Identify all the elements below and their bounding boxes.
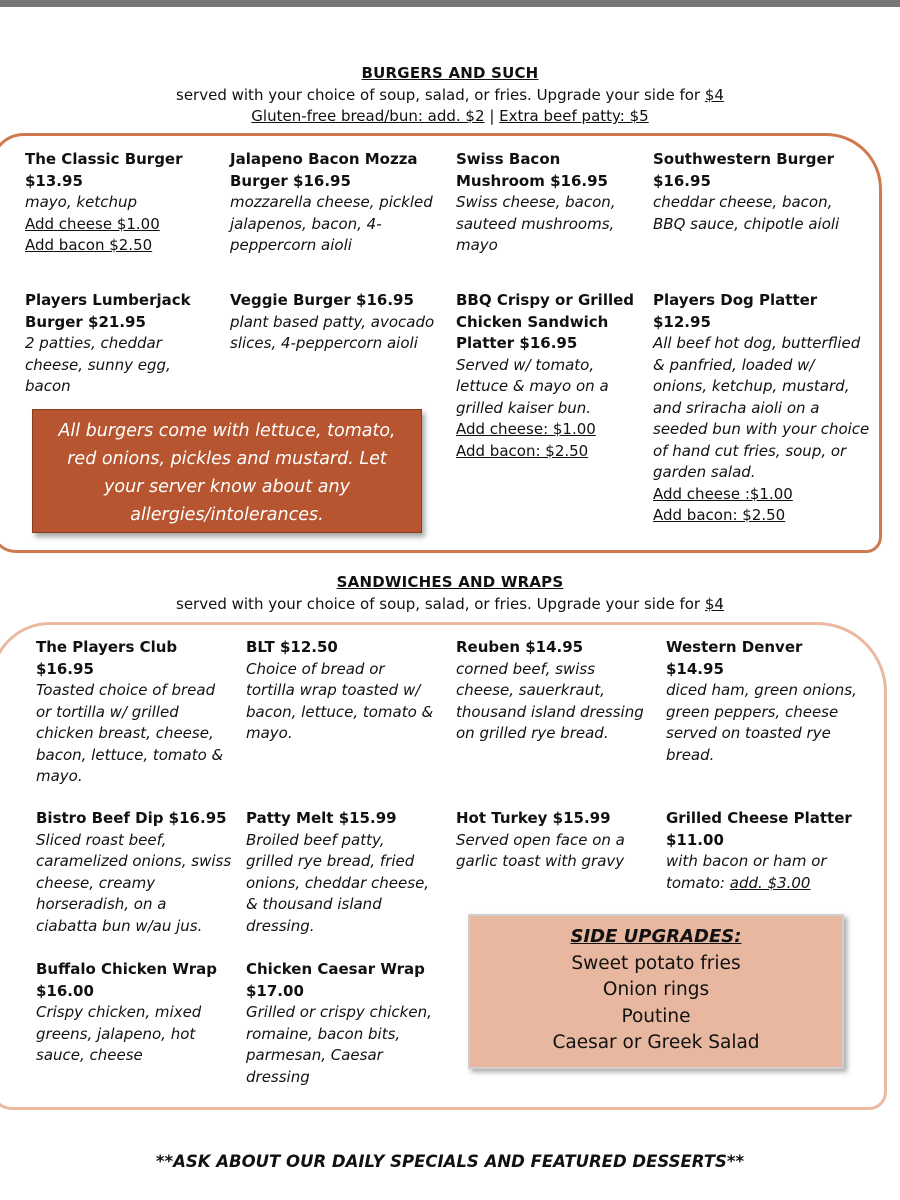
side-upgrade-item: Caesar or Greek Salad: [552, 1032, 760, 1053]
menu-item-reuben: [456, 637, 661, 745]
item-desc-line: diced ham, green onions,: [666, 681, 857, 699]
side-upgrade-item: Poutine: [621, 1005, 691, 1027]
item-desc-line: green peppers, cheese: [666, 702, 839, 721]
item-name: The Players Club: [36, 638, 178, 656]
item-desc-line: dressing: [246, 1067, 310, 1086]
item-desc-line: onions, ketchup, mustard,: [653, 377, 850, 395]
extras-separator: |: [489, 107, 495, 125]
item-desc-text: tomato:: [666, 873, 730, 892]
note-line: allergies/intolerances.: [130, 505, 324, 525]
item-desc-line: parmesan, Caesar: [246, 1046, 383, 1064]
add-topping-price: add. $3.00: [729, 873, 811, 892]
item-desc-line: [666, 873, 876, 895]
add-cheese-option: Add cheese $1.00: [25, 214, 160, 233]
add-cheese-option: Add cheese: $1.00: [456, 420, 596, 438]
item-price: $16.95: [653, 171, 711, 190]
item-desc-line: All beef hot dog, butterflied: [653, 334, 861, 352]
item-price: Burger $21.95: [25, 312, 146, 331]
item-name: Western Denver: [666, 638, 803, 656]
item-price: Platter $16.95: [456, 334, 578, 352]
item-desc-line: bacon: [25, 377, 71, 395]
item-name: Patty Melt $15.99: [246, 809, 397, 827]
item-price: $12.95: [653, 312, 711, 331]
item-price: $16.00: [36, 981, 94, 1000]
note-line: All burgers come with lettuce, tomato,: [58, 421, 396, 441]
item-name: BBQ Crispy or Grilled: [456, 291, 635, 309]
item-desc-line: thousand island dressing: [456, 702, 644, 721]
item-desc-line: bread.: [666, 745, 715, 764]
burgers-upgrade-price: $4: [704, 86, 724, 104]
item-desc-line: with bacon or ham or: [666, 852, 827, 870]
item-desc-line: seeded bun with your choice: [653, 420, 870, 438]
menu-item-buffalo-chicken-wrap: [36, 959, 241, 1067]
specials-footer: **ASK ABOUT OUR DAILY SPECIALS AND FEATURED DESSERTS**: [155, 1152, 745, 1171]
add-bacon-option: Add bacon: $2.50: [456, 441, 589, 460]
burgers-subtitle: [0, 86, 900, 104]
item-name: Southwestern Burger: [653, 150, 835, 168]
item-name: The Classic Burger: [25, 150, 183, 168]
menu-item-patty-melt: [246, 808, 451, 937]
item-desc-line: tortilla wrap toasted w/: [246, 681, 421, 699]
item-desc: mayo, ketchup: [25, 193, 137, 211]
item-desc-line: mayo.: [246, 724, 293, 742]
item-name: Bistro Beef Dip $16.95: [36, 809, 227, 827]
side-upgrades-title: SIDE UPGRADES:: [570, 926, 742, 947]
item-price: $17.00: [246, 981, 304, 1000]
menu-item-western-denver: [666, 637, 876, 766]
item-desc-line: BBQ sauce, chipotle aioli: [653, 214, 840, 233]
add-bacon-option: Add bacon $2.50: [25, 236, 153, 254]
side-upgrades-box: [468, 914, 844, 1069]
extra-patty-note: Extra beef patty: $5: [499, 107, 649, 125]
item-desc-line: peppercorn aioli: [230, 236, 352, 254]
item-name: Reuben $14.95: [456, 638, 584, 656]
sandwiches-upgrade-price: $4: [704, 595, 724, 613]
item-desc-line: Sliced roast beef,: [36, 830, 167, 849]
top-bar: [0, 0, 900, 7]
item-desc-line: grilled kaiser bun.: [456, 398, 592, 417]
sandwiches-subtitle-text: served with your choice of soup, salad, or fries. Upgrade your side for: [176, 595, 701, 613]
item-name: Players Lumberjack: [25, 291, 191, 309]
item-price: Mushroom $16.95: [456, 171, 608, 190]
item-desc-line: Grilled or crispy chicken,: [246, 1003, 432, 1021]
item-desc-line: cheddar cheese, bacon,: [653, 193, 833, 211]
item-desc-line: cheese, sauerkraut,: [456, 681, 605, 699]
item-desc-line: chicken breast, cheese,: [36, 724, 214, 742]
item-price: Burger $16.95: [230, 171, 351, 190]
sandwiches-section-title: SANDWICHES AND WRAPS: [336, 573, 564, 591]
gluten-free-note: Gluten-free bread/bun: add. $2: [251, 107, 485, 125]
item-price: $16.95: [36, 659, 94, 678]
item-desc-line: plant based patty, avocado: [230, 312, 435, 331]
menu-item-veggie-burger: [230, 290, 450, 355]
menu-item-classic-burger: [25, 149, 225, 257]
item-desc-line: & panfried, loaded w/: [653, 355, 815, 374]
item-name: Hot Turkey $15.99: [456, 809, 611, 827]
menu-item-blt: [246, 637, 451, 745]
add-cheese-option: Add cheese :$1.00: [653, 484, 793, 503]
item-name: Swiss Bacon: [456, 150, 561, 168]
item-desc-line: cheese, sunny egg,: [25, 355, 171, 374]
item-desc-line: caramelized onions, swiss: [36, 852, 232, 870]
menu-item-chicken-caesar-wrap: [246, 959, 451, 1088]
item-desc-line: Swiss cheese, bacon,: [456, 193, 616, 211]
item-desc-line: dressing.: [246, 916, 315, 935]
add-bacon-option: Add bacon: $2.50: [653, 506, 786, 524]
menu-item-hot-turkey: [456, 808, 661, 873]
menu-item-grilled-cheese-platter: [666, 808, 876, 894]
menu-item-bistro-beef-dip: [36, 808, 241, 937]
item-name: Jalapeno Bacon Mozza: [230, 150, 418, 168]
item-desc-line: 2 patties, cheddar: [25, 334, 162, 352]
item-desc-line: sauteed mushrooms,: [456, 214, 615, 233]
item-desc-line: and sriracha aioli on a: [653, 398, 820, 417]
item-desc-line: served on toasted rye: [666, 724, 831, 742]
item-name: Players Dog Platter: [653, 291, 818, 309]
item-price: $14.95: [666, 659, 724, 678]
item-desc-line: on grilled rye bread.: [456, 724, 609, 742]
item-desc-line: garlic toast with gravy: [456, 852, 625, 870]
item-desc-line: romaine, bacon bits,: [246, 1024, 401, 1043]
item-name: Buffalo Chicken Wrap: [36, 960, 217, 978]
burgers-extras-line: [0, 107, 900, 125]
item-desc-line: & thousand island: [246, 895, 382, 913]
burgers-section-title: BURGERS AND SUCH: [361, 64, 539, 82]
item-desc-line: corned beef, swiss: [456, 659, 596, 678]
sandwiches-subtitle: [0, 595, 900, 613]
item-price: $13.95: [25, 171, 83, 190]
menu-item-swiss-bacon-mushroom: [456, 149, 648, 257]
item-desc-line: Toasted choice of bread: [36, 681, 216, 699]
item-desc-line: greens, jalapeno, hot: [36, 1024, 196, 1043]
note-line: your server know about any: [104, 477, 350, 497]
item-desc-line: of hand cut fries, soup, or: [653, 441, 847, 460]
menu-item-southwestern-burger: [653, 149, 878, 235]
burger-toppings-note: [32, 409, 422, 533]
item-desc-line: Crispy chicken, mixed: [36, 1003, 202, 1021]
side-upgrade-item: Onion rings: [602, 979, 710, 1000]
item-name: Chicken Sandwich: [456, 312, 609, 331]
item-desc-line: or tortilla w/ grilled: [36, 702, 179, 721]
item-desc-line: Served w/ tomato,: [456, 355, 595, 374]
item-desc-line: mayo.: [36, 767, 83, 785]
menu-item-bbq-chicken-platter: [456, 290, 648, 462]
item-desc-line: sauce, cheese: [36, 1046, 143, 1064]
menu-item-jalapeno-bacon-mozza: [230, 149, 450, 257]
item-desc-line: mayo: [456, 236, 498, 254]
item-price: $11.00: [666, 830, 724, 849]
item-desc-line: cheese, creamy: [36, 873, 156, 892]
item-desc-line: grilled rye bread, fried: [246, 852, 415, 870]
item-desc-line: horseradish, on a: [36, 895, 167, 913]
item-desc-line: Choice of bread or: [246, 659, 385, 678]
side-upgrade-item: Sweet potato fries: [571, 952, 741, 974]
item-name: Grilled Cheese Platter: [666, 809, 852, 827]
item-desc-line: ciabatta bun w/au jus.: [36, 916, 203, 935]
note-line: red onions, pickles and mustard. Let: [67, 449, 387, 469]
menu-item-players-club: [36, 637, 241, 788]
item-desc-line: garden salad.: [653, 463, 756, 481]
item-desc-line: bacon, lettuce, tomato &: [36, 745, 224, 764]
menu-item-players-dog-platter: [653, 290, 878, 527]
item-desc-line: onions, cheddar cheese,: [246, 873, 430, 892]
menu-item-players-lumberjack: [25, 290, 225, 398]
item-desc-line: Served open face on a: [456, 830, 625, 849]
item-name: BLT $12.50: [246, 638, 338, 656]
item-desc-line: slices, 4-peppercorn aioli: [230, 334, 418, 352]
burgers-subtitle-text: served with your choice of soup, salad, or fries. Upgrade your side for: [176, 86, 701, 104]
item-desc-line: lettuce & mayo on a: [456, 377, 609, 395]
item-desc-line: bacon, lettuce, tomato &: [246, 702, 434, 721]
item-name: Veggie Burger $16.95: [230, 291, 414, 309]
item-desc-line: jalapenos, bacon, 4-: [230, 214, 382, 233]
item-desc-line: mozzarella cheese, pickled: [230, 193, 433, 211]
item-name: Chicken Caesar Wrap: [246, 960, 425, 978]
item-desc-line: Broiled beef patty,: [246, 830, 385, 849]
